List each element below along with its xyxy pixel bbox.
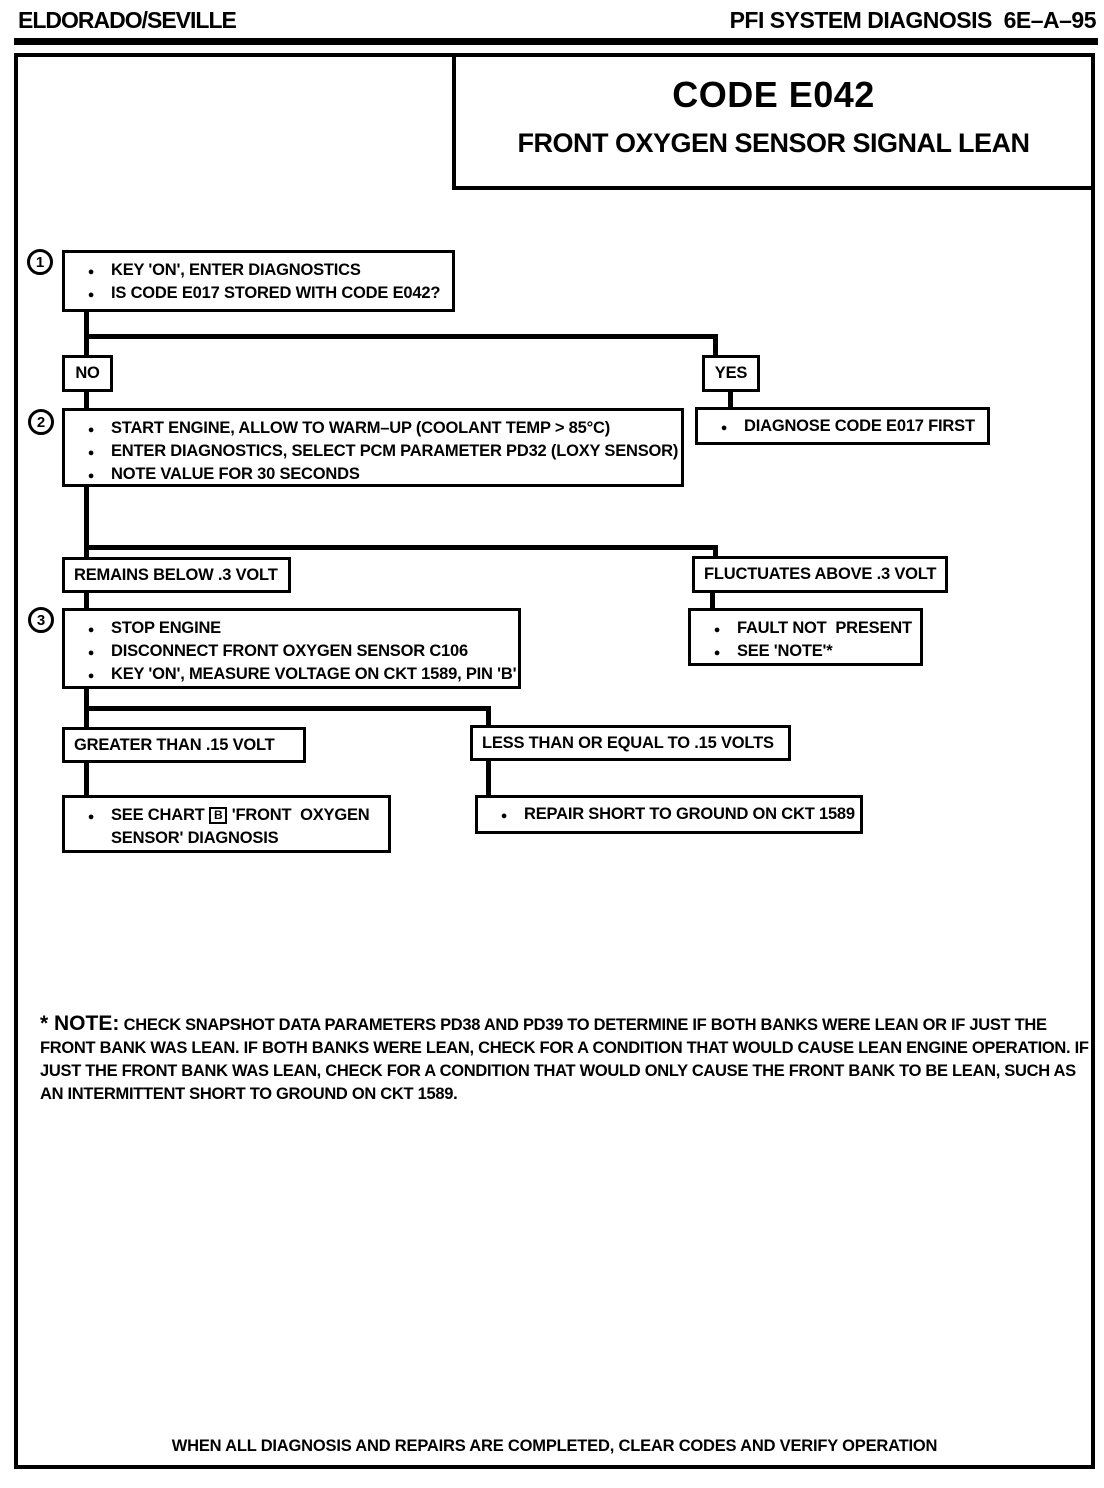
step-number-3: 3 [28,607,54,633]
fault-not-present-action-box [688,608,923,666]
see-chart-post: 'FRONT OXYGEN SENSOR' DIAGNOSIS [111,806,374,847]
connector-line [728,390,733,407]
connector-line [84,761,89,795]
connector-line [710,591,715,608]
bullet-item: ● IS CODE E017 STORED WITH CODE E042? [65,282,452,305]
see-chart-action-box [62,795,391,853]
footer-instruction: WHEN ALL DIAGNOSIS AND REPAIRS ARE COMPLETED, CLEAR CODES AND VERIFY OPERATION [171,1437,938,1455]
step2-action-box [62,408,684,487]
yes-branch-label: YES [702,355,760,392]
bullet-item: ● FAULT NOT PRESENT [691,617,920,640]
header-rule [14,38,1098,45]
bullet-item: ● KEY 'ON', ENTER DIAGNOSTICS [65,259,452,282]
step1-action-box [62,250,455,312]
connector-line [84,390,89,408]
greater-than-branch-label: GREATER THAN .15 VOLT [62,727,306,763]
bullet-item: ● NOTE VALUE FOR 30 SECONDS [65,463,681,486]
connector-line [713,545,718,556]
bullet-item: ● ENTER DIAGNOSTICS, SELECT PCM PARAMETER PD32 (LOXY SENSOR) [65,440,681,463]
note-paragraph [40,1012,1090,1106]
chart-letter-badge: B [209,807,227,824]
see-chart-pre: SEE CHART [111,806,205,824]
bullet-item: ● DISCONNECT FRONT OXYGEN SENSOR C106 [65,640,518,663]
note-text: CHECK SNAPSHOT DATA PARAMETERS PD38 AND PD39 TO DETERMINE IF BOTH BANKS WERE LEAN OR IF JUST THE FRONT BANK WAS LEAN. IF BOTH BANKS WERE LEAN, CHECK FOR A CONDITION THAT WOULD CAUSE LEAN ENGINE OPERATION. IF JUST THE FRONT BANK WAS LEAN, CHECK FOR A CONDITION THAT WOULD ONLY CAUSE THE FRONT BANK TO BE LEAN, SUCH AS AN INTERMITTENT SHORT TO GROUND ON CKT 1589. [40,1016,1089,1103]
step-number-2: 2 [28,409,54,435]
bullet-item: ● START ENGINE, ALLOW TO WARM–UP (COOLANT TEMP > 85°C) [65,417,681,440]
no-branch-label: NO [62,355,113,392]
bullet-item: ● KEY 'ON', MEASURE VOLTAGE ON CKT 1589, PIN 'B' [65,663,518,686]
bullet-item: ● DIAGNOSE CODE E017 FIRST [698,415,975,438]
note-label: * NOTE: [40,1012,120,1035]
connector-line [84,308,89,357]
less-equal-branch-label: LESS THAN OR EQUAL TO .15 VOLTS [470,725,791,761]
remains-below-branch-label: REMAINS BELOW .3 VOLT [62,557,291,593]
bullet-item [65,804,388,850]
step-number-1: 1 [27,249,53,275]
connector-line [84,706,491,711]
bullet-item: ● STOP ENGINE [65,617,518,640]
diagnose-e017-action-box [695,407,990,445]
header-right-title: PFI SYSTEM DIAGNOSIS 6E–A–95 [729,7,1096,33]
connector-line [713,334,718,355]
bullet-item: ● REPAIR SHORT TO GROUND ON CKT 1589 [478,803,855,826]
connector-line [84,545,718,550]
header-left-title: ELDORADO/SEVILLE [18,7,236,33]
bullet-item: ● SEE 'NOTE'* [691,640,920,663]
repair-short-action-box [475,795,863,834]
step3-action-box [62,608,521,689]
connector-line [486,759,491,795]
code-title: CODE E042 [672,74,875,115]
title-box [452,53,1095,190]
connector-line [486,706,491,725]
connector-line [84,591,89,608]
code-subtitle: FRONT OXYGEN SENSOR SIGNAL LEAN [517,128,1030,158]
fluctuates-above-branch-label: FLUCTUATES ABOVE .3 VOLT [692,556,948,593]
connector-line [84,334,718,339]
